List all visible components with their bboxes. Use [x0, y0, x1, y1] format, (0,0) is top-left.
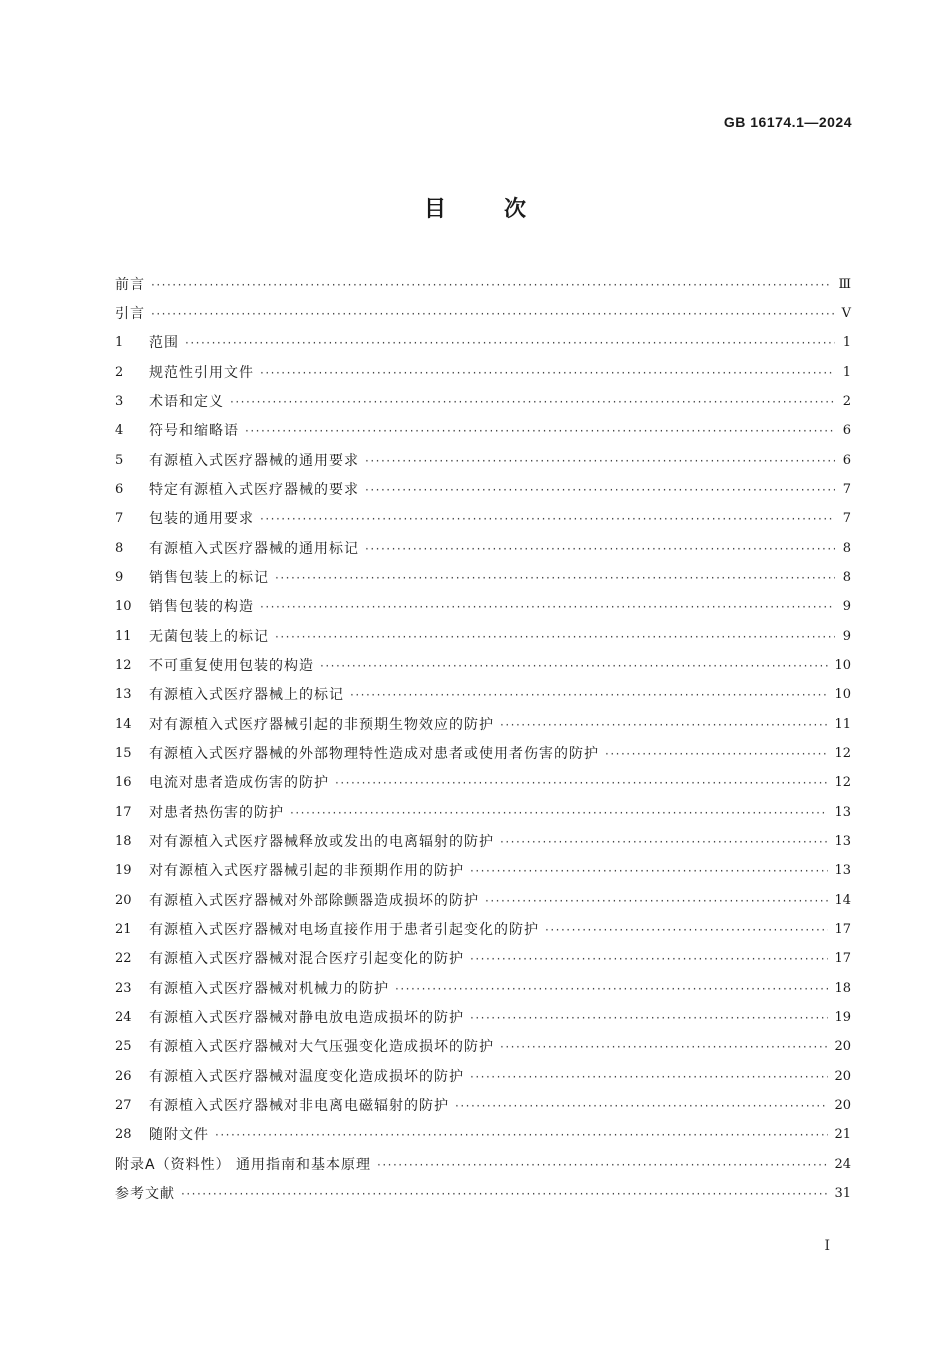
toc-dot-leader: [245, 421, 835, 441]
toc-dot-leader: [470, 1008, 828, 1028]
toc-entry-page: 10: [834, 687, 851, 703]
toc-entry[interactable]: [115, 739, 851, 768]
toc-dot-leader: [470, 1067, 828, 1087]
toc-dot-leader: [470, 861, 828, 881]
toc-entry[interactable]: [115, 886, 851, 915]
toc-dot-leader: [335, 773, 828, 793]
toc-entry-page: 2: [842, 393, 851, 409]
toc-dot-leader: [290, 803, 828, 823]
toc-entry-page: 6: [842, 452, 851, 468]
toc-dot-leader: [260, 597, 835, 617]
toc-entry-page: 20: [834, 1097, 851, 1113]
toc-dot-leader: [470, 949, 828, 969]
toc-entry[interactable]: [115, 857, 851, 886]
toc-entry-label: 范围: [149, 335, 179, 352]
toc-entry-page: 31: [834, 1185, 851, 1201]
toc-entry[interactable]: [115, 387, 851, 416]
toc-entry-number: 21: [115, 921, 132, 937]
toc-entry-number: 2: [115, 364, 124, 380]
toc-entry-number: 12: [115, 657, 132, 673]
toc-entry-page: 9: [842, 628, 851, 644]
toc-entry-label: 前言: [115, 276, 145, 293]
toc-entry-label: 有源植入式医疗器械对电场直接作用于患者引起变化的防护: [149, 921, 539, 938]
toc-entry-label: 不可重复使用包装的构造: [149, 657, 314, 674]
toc-entry-label: 对有源植入式医疗器械释放或发出的电离辐射的防护: [149, 833, 494, 850]
toc-dot-leader: [377, 1155, 828, 1175]
toc-entry[interactable]: [115, 1003, 851, 1032]
toc-dot-leader: [395, 979, 828, 999]
toc-entry-label: 有源植入式医疗器械对温度变化造成损坏的防护: [149, 1068, 464, 1085]
toc-entry-page: 20: [834, 1039, 851, 1055]
toc-entry-number: 18: [115, 833, 132, 849]
toc-entry-label: 有源植入式医疗器械对外部除颤器造成损坏的防护: [149, 892, 479, 909]
toc-entry-label: 有源植入式医疗器械上的标记: [149, 687, 344, 704]
toc-entry-page: 19: [834, 1009, 851, 1025]
toc-entry[interactable]: [115, 622, 851, 651]
toc-entry[interactable]: [115, 1150, 851, 1179]
toc-entry-label: 有源植入式医疗器械对静电放电造成损坏的防护: [149, 1009, 464, 1026]
toc-entry-label: 对有源植入式医疗器械引起的非预期作用的防护: [149, 863, 464, 880]
toc-dot-leader: [485, 891, 828, 911]
toc-entry[interactable]: [115, 827, 851, 856]
toc-entry-page: 8: [842, 569, 851, 585]
page-title: 目次: [423, 197, 584, 222]
toc-entry-page: Ⅲ: [838, 276, 851, 292]
toc-entry-page: 14: [834, 892, 851, 908]
toc-dot-leader: [500, 715, 828, 735]
toc-dot-leader: [605, 744, 828, 764]
toc-entry[interactable]: [115, 1091, 851, 1120]
toc-entry-number: 7: [115, 511, 124, 527]
toc-entry-page: 20: [834, 1068, 851, 1084]
toc-entry-number: 9: [115, 569, 124, 585]
toc-entry-page: 8: [842, 540, 851, 556]
toc-dot-leader: [500, 1037, 828, 1057]
toc-entry-label: 对患者热伤害的防护: [149, 804, 284, 821]
toc-entry[interactable]: [115, 945, 851, 974]
toc-entry-label: 有源植入式医疗器械对机械力的防护: [149, 980, 389, 997]
toc-entry-number: 16: [115, 775, 132, 791]
toc-entry[interactable]: [115, 915, 851, 944]
toc-dot-leader: [455, 1096, 828, 1116]
toc-entry[interactable]: [115, 974, 851, 1003]
toc-entry-number: 5: [115, 452, 124, 468]
toc-dot-leader: [185, 333, 835, 353]
toc-entry-page: 18: [834, 980, 851, 996]
toc-entry-label: 有源植入式医疗器械的外部物理特性造成对患者或使用者伤害的防护: [149, 745, 599, 762]
toc-dot-leader: [215, 1125, 828, 1145]
toc-entry-number: 10: [115, 599, 132, 615]
toc-entry-label: 符号和缩略语: [149, 423, 239, 440]
toc-entry-label: 规范性引用文件: [149, 364, 254, 381]
toc-entry-label: 特定有源植入式医疗器械的要求: [149, 481, 359, 498]
toc-dot-leader: [365, 480, 835, 500]
toc-dot-leader: [275, 627, 835, 647]
toc-entry-number: 22: [115, 951, 132, 967]
toc-entry[interactable]: [115, 681, 851, 710]
toc-entry[interactable]: [115, 1033, 851, 1062]
toc-dot-leader: [365, 539, 835, 559]
toc-entry-label: 随附文件: [149, 1127, 209, 1144]
toc-dot-leader: [260, 509, 835, 529]
toc-entry-number: 28: [115, 1127, 132, 1143]
toc-entry-label: 参考文献: [115, 1185, 175, 1202]
toc-entry-label: 电流对患者造成伤害的防护: [149, 775, 329, 792]
toc-entry[interactable]: [115, 475, 851, 504]
toc-entry-number: 14: [115, 716, 132, 732]
toc-entry[interactable]: [115, 417, 851, 446]
toc-entry-number: 11: [115, 628, 132, 644]
toc-dot-leader: [350, 685, 828, 705]
toc-entry-page: 17: [834, 921, 851, 937]
toc-entry-page: 13: [834, 833, 851, 849]
toc-entry[interactable]: [115, 563, 851, 592]
toc-entry[interactable]: [115, 270, 851, 299]
toc-entry[interactable]: [115, 1062, 851, 1091]
toc-entry-number: 13: [115, 687, 132, 703]
toc-entry-label: 有源植入式医疗器械的通用要求: [149, 452, 359, 469]
toc-entry[interactable]: [115, 769, 851, 798]
toc-entry-number: 24: [115, 1009, 132, 1025]
toc-entry-page: 12: [834, 745, 851, 761]
toc-entry-number: 6: [115, 481, 124, 497]
toc-entry[interactable]: [115, 651, 851, 680]
toc-entry[interactable]: [115, 505, 851, 534]
toc-entry-page: Ⅴ: [841, 305, 851, 321]
toc-entry-number: 23: [115, 980, 132, 996]
toc-entry-number: 4: [115, 423, 124, 439]
toc-entry-page: 24: [834, 1156, 851, 1172]
toc-entry-number: 27: [115, 1097, 132, 1113]
toc-entry-page: 1: [842, 364, 851, 380]
toc-entry-page: 10: [834, 657, 851, 673]
toc-entry-page: 11: [834, 716, 851, 732]
toc-entry-number: 19: [115, 863, 132, 879]
toc-entry-page: 7: [842, 511, 851, 527]
toc-entry[interactable]: [115, 446, 851, 475]
toc-entry-label: 有源植入式医疗器械的通用标记: [149, 540, 359, 557]
toc-entry-page: 13: [834, 804, 851, 820]
toc-dot-leader: [181, 1184, 828, 1204]
toc-entry-page: 17: [834, 951, 851, 967]
toc-entry-number: 20: [115, 892, 132, 908]
table-of-contents: [115, 270, 851, 1209]
toc-entry-label: 引言: [115, 305, 145, 322]
toc-entry-number: 17: [115, 804, 132, 820]
standard-number: GB 16174.1—2024: [723, 114, 852, 130]
toc-entry-label: 有源植入式医疗器械对混合医疗引起变化的防护: [149, 951, 464, 968]
toc-entry-label: 包装的通用要求: [149, 511, 254, 528]
toc-entry-label: 销售包装的构造: [149, 599, 254, 616]
toc-dot-leader: [545, 920, 828, 940]
toc-entry-page: 21: [834, 1127, 851, 1143]
toc-entry-label: 附录A（资料性） 通用指南和基本原理: [115, 1156, 372, 1173]
toc-entry-number: 8: [115, 540, 124, 556]
toc-entry-page: 7: [842, 481, 851, 497]
toc-dot-leader: [275, 568, 835, 588]
toc-entry-label: 销售包装上的标记: [149, 569, 269, 586]
toc-entry[interactable]: [115, 534, 851, 563]
toc-entry-number: 26: [115, 1068, 132, 1084]
toc-dot-leader: [365, 451, 835, 471]
toc-entry[interactable]: [115, 1121, 851, 1150]
toc-entry-page: 13: [834, 863, 851, 879]
toc-entry-number: 25: [115, 1039, 132, 1055]
toc-entry-label: 有源植入式医疗器械对非电离电磁辐射的防护: [149, 1097, 449, 1114]
page-number: I: [824, 1238, 830, 1254]
toc-entry[interactable]: [115, 329, 851, 358]
toc-dot-leader: [500, 832, 828, 852]
toc-entry[interactable]: [115, 710, 851, 739]
toc-entry[interactable]: [115, 1179, 851, 1208]
toc-entry-number: 15: [115, 745, 132, 761]
toc-dot-leader: [260, 363, 835, 383]
toc-entry-label: 术语和定义: [149, 393, 224, 410]
toc-entry[interactable]: [115, 798, 851, 827]
toc-entry-page: 6: [842, 423, 851, 439]
toc-entry-page: 12: [834, 775, 851, 791]
toc-dot-leader: [151, 304, 835, 324]
toc-entry-label: 无菌包装上的标记: [149, 628, 269, 645]
toc-entry[interactable]: [115, 593, 851, 622]
toc-dot-leader: [151, 275, 832, 295]
toc-dot-leader: [320, 656, 828, 676]
toc-dot-leader: [230, 392, 835, 412]
toc-entry-number: 3: [115, 393, 124, 409]
toc-entry[interactable]: [115, 358, 851, 387]
toc-entry[interactable]: [115, 299, 851, 328]
toc-entry-label: 对有源植入式医疗器械引起的非预期生物效应的防护: [149, 716, 494, 733]
toc-entry-page: 9: [842, 599, 851, 615]
toc-entry-number: 1: [115, 335, 124, 351]
toc-entry-label: 有源植入式医疗器械对大气压强变化造成损坏的防护: [149, 1039, 494, 1056]
toc-entry-page: 1: [842, 335, 851, 351]
